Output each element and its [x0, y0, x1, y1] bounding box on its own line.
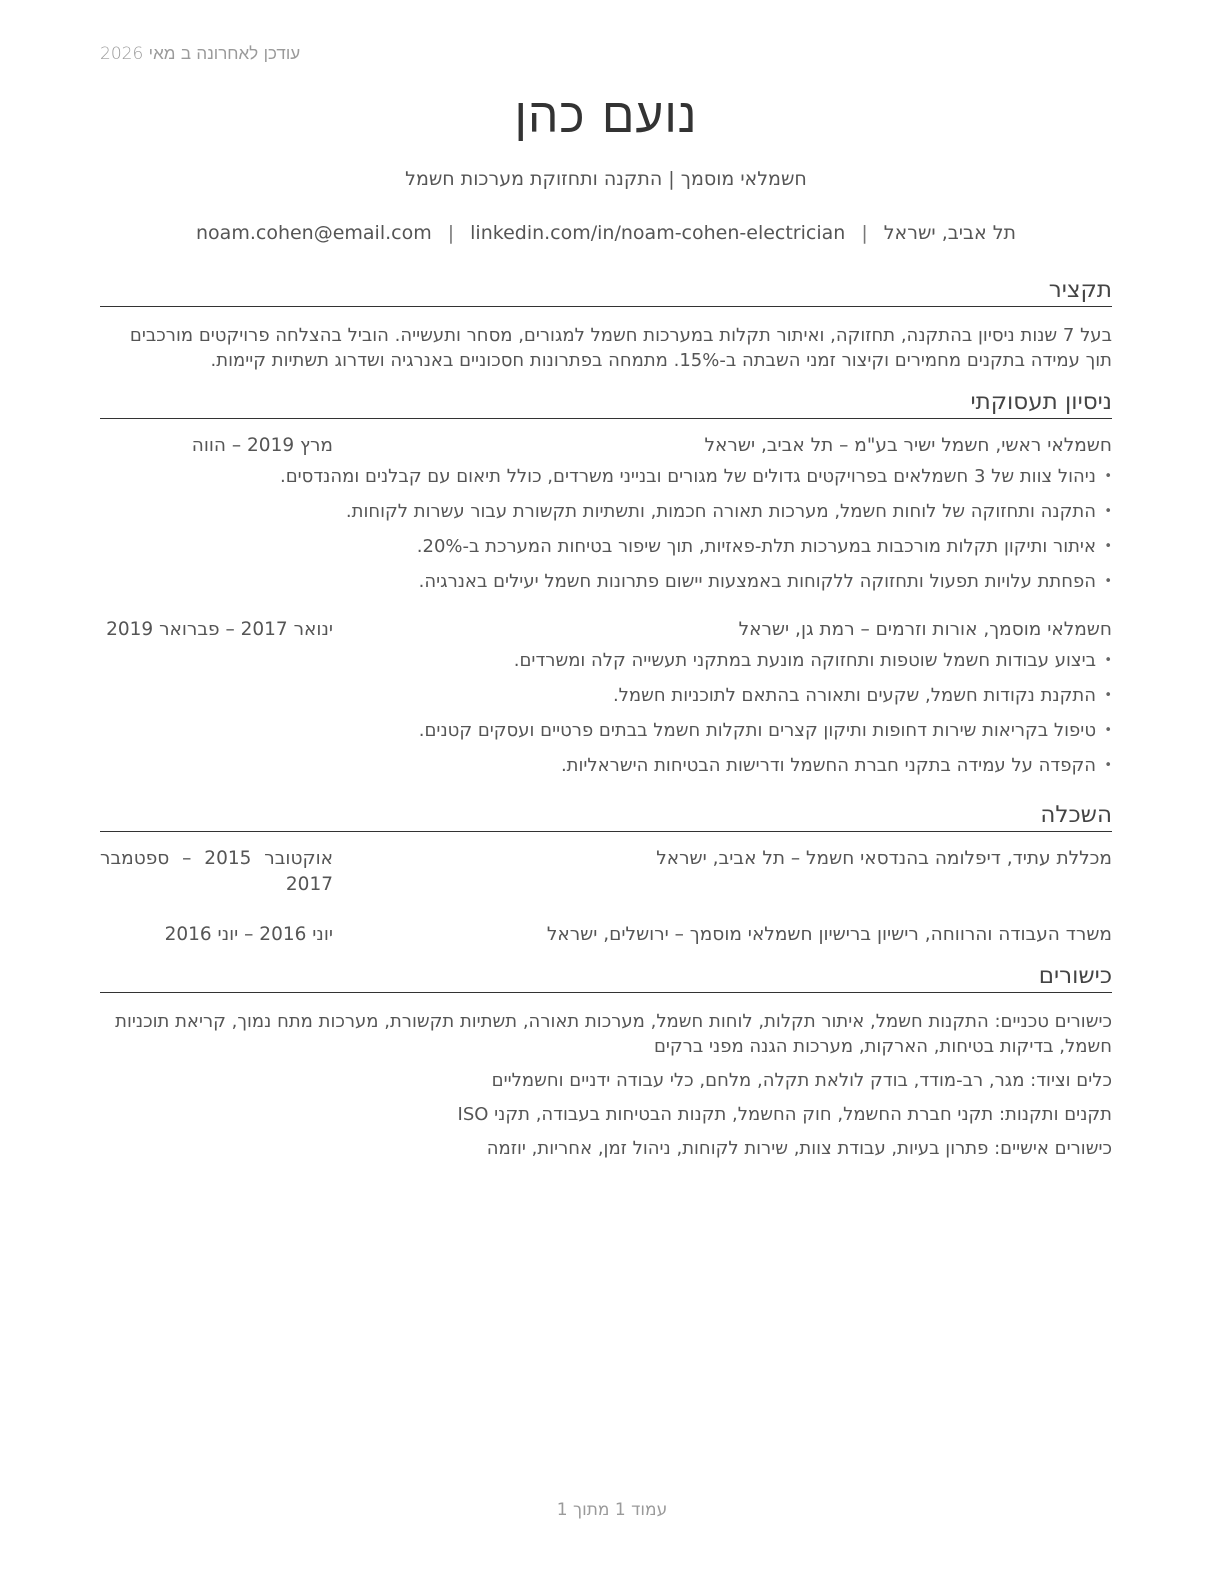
headline: חשמלאי מוסמך | התקנה ותחזוקת מערכות חשמל — [405, 168, 807, 190]
job-bullet: • טיפול בקריאות שירות דחופות ותיקון קצרים ותקלות חשמל בבתים פרטיים ועסקים קטנים. — [100, 713, 1112, 748]
education-date: אוקטובר 2015 – ספטמבר 2017 — [100, 848, 333, 895]
job-title: חשמלאי מוסמך, אורות וזרמים – רמת גן, ישראל — [738, 619, 1112, 640]
job-bullet: • התקנה ותחזוקה של לוחות חשמל, מערכות תאורה חכמות, ותשתיות תקשורת עבור עשרות לקוחות. — [100, 494, 1112, 529]
job-bullets — [100, 459, 1112, 599]
section-title-education: השכלה — [100, 801, 1112, 832]
summary-section — [100, 276, 1112, 373]
contact-location: תל אביב, ישראל — [883, 222, 1016, 244]
candidate-name: נועם כהן — [514, 88, 698, 144]
skills-personal: כישורים אישיים: פתרון בעיות, עבודת צוות, שירות לקוחות, ניהול זמן, אחריות, יוזמה — [486, 1138, 1112, 1159]
job-entry — [100, 617, 1112, 783]
section-title-experience: ניסיון תעסוקתי — [100, 388, 1112, 419]
experience-section — [100, 388, 1112, 783]
job-bullet: • הפחתת עלויות תפעול ותחזוקה ללקוחות באמצעות יישום פתרונות חשמל יעילים באנרגיה. — [100, 564, 1112, 599]
job-date: מרץ 2019 – הווה — [191, 435, 333, 456]
section-title-summary: תקציר — [100, 276, 1112, 307]
education-entry — [100, 922, 1112, 952]
job-bullet: • התקנת נקודות חשמל, שקעים ותאורה בהתאם לתוכניות חשמל. — [100, 678, 1112, 713]
education-date: יוני 2016 – יוני 2016 — [164, 924, 333, 945]
skills-tools: כלים וציוד: מגר, רב-מודד, בודק לולאת תקלה, מלחם, כלי עבודה ידניים וחשמליים — [491, 1070, 1112, 1091]
job-date: ינואר 2017 – פברואר 2019 — [106, 619, 333, 640]
education-section — [100, 801, 1112, 952]
education-title: מכללת עתיד, דיפלומה בהנדסאי חשמל – תל אביב, ישראל — [656, 848, 1112, 869]
contact-separator: | — [861, 222, 868, 244]
education-title: משרד העבודה והרווחה, רישיון ברישיון חשמלאי מוסמך – ירושלים, ישראל — [546, 924, 1112, 945]
job-header — [100, 433, 1112, 459]
contact-separator: | — [447, 222, 455, 244]
skills-standards: תקנים ותקנות: תקני חברת החשמל, חוק החשמל, תקנות הבטיחות בעבודה, תקני ISO — [457, 1104, 1112, 1125]
job-bullet: • ביצוע עבודות חשמל שוטפות ותחזוקה מונעת במתקני תעשייה קלה ומשרדים. — [100, 643, 1112, 678]
job-entry — [100, 433, 1112, 599]
contact-line — [100, 222, 1112, 244]
summary-text: בעל 7 שנות ניסיון בהתקנה, תחזוקה, ואיתור תקלות במערכות חשמל למגורים, מסחר ותעשייה. הוביל בהצלחה פרויקטים מורכבים תוך עמידה בתקנים מחמירים וקיצור זמני השבתה ב-15%. מתמחה בפתרונות חסכוניים באנרגיה ושדרוג תשתיות קיימות. — [129, 325, 1112, 371]
education-entry — [100, 846, 1112, 910]
contact-linkedin[interactable]: linkedin.com/in/noam-cohen-electrician — [470, 222, 846, 244]
page-number: עמוד 1 מתוך 1 — [556, 1500, 668, 1520]
job-bullet: • איתור ותיקון תקלות מורכבות במערכות תלת-פאזיות, תוך שיפור בטיחות המערכת ב-20%. — [100, 529, 1112, 564]
job-bullets — [100, 643, 1112, 783]
resume-page — [100, 0, 1112, 1584]
section-title-skills: כישורים — [100, 962, 1112, 993]
job-header — [100, 617, 1112, 643]
job-bullet: • הקפדה על עמידה בתקני חברת החשמל ודרישות הבטיחות הישראליות. — [100, 748, 1112, 783]
job-title: חשמלאי ראשי, חשמל ישיר בע"מ – תל אביב, ישראל — [704, 435, 1112, 456]
skills-section — [100, 962, 1112, 1161]
job-bullet: • ניהול צוות של 3 חשמלאים בפרויקטים גדולים של מגורים ובנייני משרדים, כולל תיאום עם קבלנים ומהנדסים. — [100, 459, 1112, 494]
contact-email[interactable]: noam.cohen@email.com — [196, 222, 432, 244]
last-updated: עודכן לאחרונה ב מאי 2026 — [100, 44, 301, 64]
skills-technical: כישורים טכניים: התקנות חשמל, איתור תקלות, לוחות חשמל, מערכות תאורה, תשתיות תקשורת, מערכות מתח נמוך, קריאת תוכניות חשמל, בדיקות בטיחות, הארקות, מערכות הגנה מפני ברקים — [115, 1011, 1112, 1057]
